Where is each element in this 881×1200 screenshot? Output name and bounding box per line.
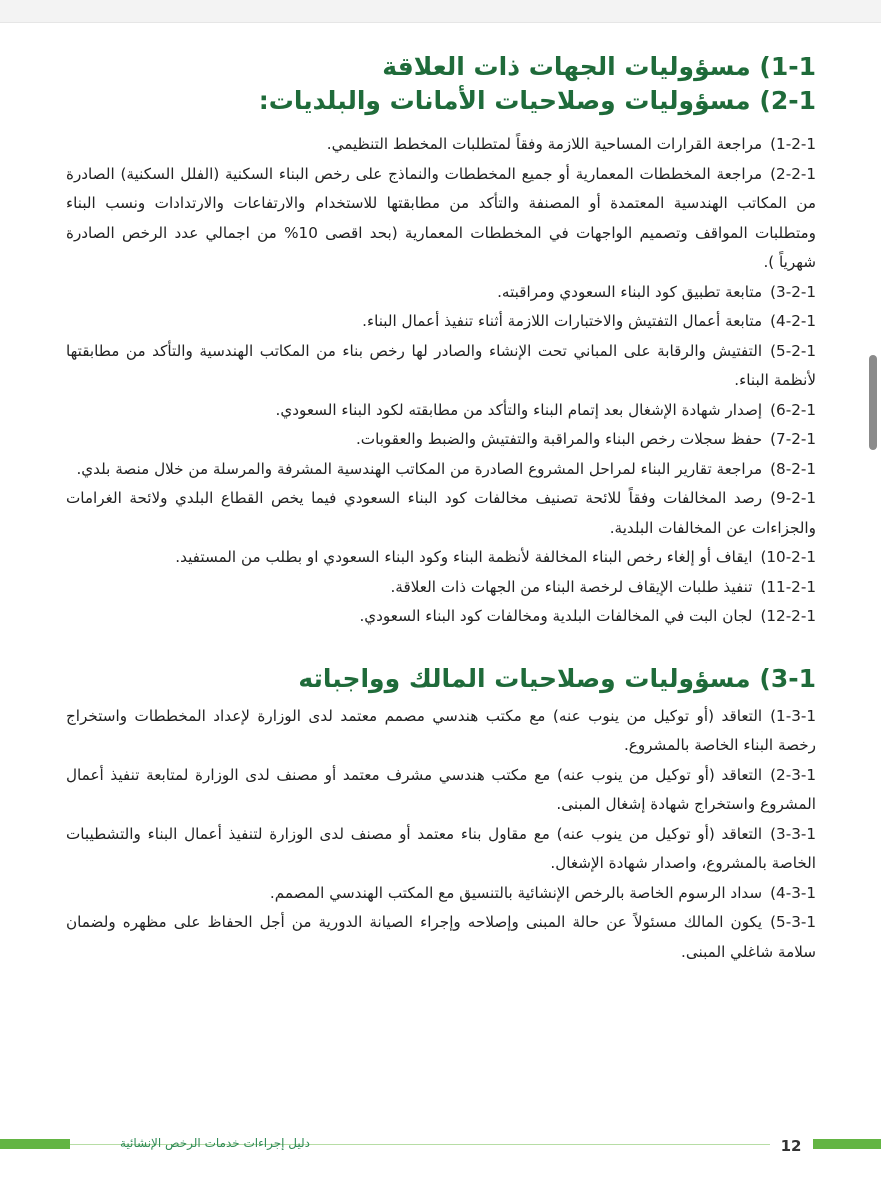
section-headings-group [66, 50, 816, 118]
item-text: التعاقد (أو توكيل من ينوب عنه) مع مكتب هندسي مصمم معتمد لدى الوزارة لإعداد المخططات واستخراج رخصة البناء الخاصة بالمشروع. [66, 706, 816, 754]
item-number: 3-2-1) [770, 282, 816, 301]
item-number: 4-2-1) [770, 312, 816, 330]
item-text: سداد الرسوم الخاصة بالرخص الإنشائية بالتنسيق مع المكتب الهندسي المصمم. [269, 883, 763, 902]
item-number: 6-2-1) [770, 400, 816, 419]
top-strip [0, 0, 881, 23]
item-text: متابعة أعمال التفتيش والاختبارات اللازمة أثناء تنفيذ أعمال البناء. [362, 312, 763, 330]
item-number: 7-2-1) [770, 430, 816, 448]
heading-1-3-text: مسؤوليات وصلاحيات المالك وواجباته [298, 663, 751, 693]
heading-1-1-text: مسؤوليات الجهات ذات العلاقة [382, 52, 751, 81]
list-item [66, 455, 816, 485]
item-number: 1-3-1) [770, 706, 816, 725]
footer-accent-right [813, 1139, 881, 1149]
item-text: التعاقد (أو توكيل من ينوب عنه) مع مقاول بناء معتمد أو مصنف لدى الوزارة لتنفيذ أعمال البناء والتشطيبات الخاصة بالمشروع، واصدار شهادة الإشغال. [66, 824, 816, 872]
list-item [66, 484, 816, 543]
heading-1-1 [66, 50, 816, 84]
list-item [66, 130, 816, 160]
item-text: مراجعة تقارير البناء لمراحل المشروع الصادرة من المكاتب الهندسية المشرفة والمرسلة من خلال منصة بلدي. [76, 459, 763, 478]
list-item [66, 396, 816, 426]
heading-1-1-number: 1-1) [759, 52, 816, 81]
item-number: 2-3-1) [770, 765, 816, 784]
list-item [66, 573, 816, 603]
item-number: 1-2-1) [770, 135, 816, 153]
section-2-list [66, 130, 816, 632]
item-text: حفظ سجلات رخص البناء والمراقبة والتفتيش والضبط والعقوبات. [355, 430, 763, 448]
list-item [66, 160, 816, 278]
item-number: 2-2-1) [770, 164, 816, 183]
list-item [66, 543, 816, 573]
item-number: 12-2-1) [760, 607, 816, 625]
heading-1-3-number: 3-1) [759, 663, 816, 693]
heading-1-3 [66, 662, 816, 696]
item-number: 8-2-1) [770, 459, 816, 478]
heading-1-2-number: 2-1) [759, 86, 816, 115]
item-text: رصد المخالفات وفقاً للائحة تصنيف مخالفات كود البناء السعودي فيما يخص القطاع البلدي ولائحة الغرامات والجزاءات عن المخالفات البلدية. [66, 489, 816, 537]
heading-1-2 [66, 84, 816, 118]
item-number: 4-3-1) [770, 883, 816, 902]
item-number: 10-2-1) [760, 548, 816, 566]
item-text: تنفيذ طلبات الإيقاف لرخصة البناء من الجهات ذات العلاقة. [390, 577, 753, 596]
item-number: 5-3-1) [770, 913, 816, 931]
list-item [66, 761, 816, 820]
item-number: 5-2-1) [770, 341, 816, 360]
list-item [66, 307, 816, 337]
item-text: إصدار شهادة الإشغال بعد إتمام البناء والتأكد من مطابقته لكود البناء السعودي. [275, 400, 763, 419]
item-text: يكون المالك مسئولاً عن حالة المبنى وإصلاحه وإجراء الصيانة الدورية من أجل الحفاظ على مظهره ولضمان سلامة شاغلي المبنى. [66, 913, 816, 961]
item-number: 11-2-1) [760, 577, 816, 596]
list-item [66, 337, 816, 396]
item-text: التعاقد (أو توكيل من ينوب عنه) مع مكتب هندسي مشرف معتمد أو مصنف لدى الوزارة لمتابعة تنفيذ أعمال المشروع واستخراج شهادة إشغال المبنى. [66, 765, 816, 813]
item-text: متابعة تطبيق كود البناء السعودي ومراقبته. [497, 282, 763, 301]
section-3-list [66, 702, 816, 968]
list-item [66, 602, 816, 632]
page-number: 12 [780, 1137, 802, 1155]
item-text: ايقاف أو إلغاء رخص البناء المخالفة لأنظمة البناء وكود البناء السعودي او بطلب من المستفيد. [175, 548, 753, 566]
list-item [66, 702, 816, 761]
item-number: 9-2-1) [770, 489, 816, 507]
list-item [66, 879, 816, 909]
heading-1-2-text: مسؤوليات وصلاحيات الأمانات والبلديات: [258, 86, 751, 115]
footer-guide-title: دليل إجراءات خدمات الرخص الإنشائية [119, 1136, 310, 1150]
item-text: لجان البت في المخالفات البلدية ومخالفات كود البناء السعودي. [359, 607, 753, 625]
list-item [66, 425, 816, 455]
scrollbar-thumb[interactable] [869, 355, 877, 450]
list-item [66, 278, 816, 308]
page-content [66, 50, 816, 967]
item-text: مراجعة المخططات المعمارية أو جميع المخططات والنماذج على رخص البناء السكنية (الفلل السكنية) الصادرة من المكاتب الهندسية المعتمدة أو المصنفة والتأكد من مطابقتها للاستخدام والارتفاعات والارتدادات ونسب البناء ومتطلبات المواقف وتصميم الواجهات في المخططات المعمارية (بحد اقصى 10% من اجمالي عدد الرخص الصادرة شهرياً ). [66, 164, 816, 271]
item-text: التفتيش والرقابة على المباني تحت الإنشاء والصادر لها رخص بناء من المكاتب الهندسية والتأكد من مطابقتها لأنظمة البناء. [66, 341, 816, 389]
item-number: 3-3-1) [770, 824, 816, 843]
list-item [66, 820, 816, 879]
section-gap [66, 632, 816, 662]
item-text: مراجعة القرارات المساحية اللازمة وفقاً لمتطلبات المخطط التنظيمي. [326, 135, 763, 153]
footer-accent-left [0, 1139, 70, 1149]
list-item [66, 908, 816, 967]
